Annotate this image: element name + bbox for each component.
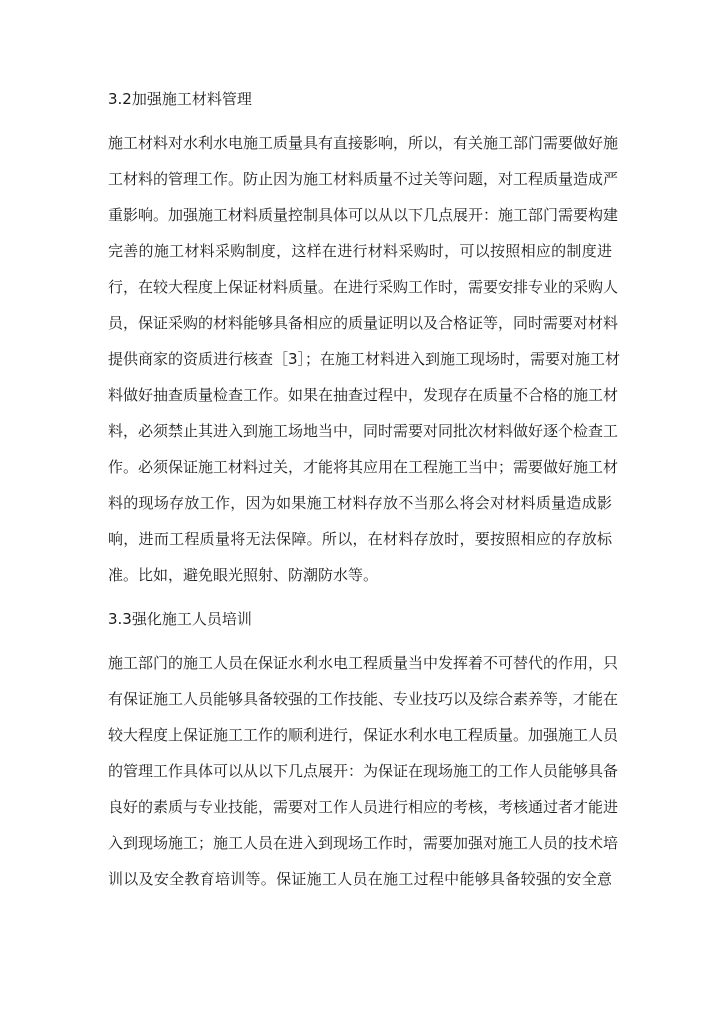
paragraph-line: 工材料的管理工作。防止因为施工材料质量不过关等问题，对工程质量造成严 xyxy=(108,170,619,188)
paragraph-line: 施工材料对水利水电施工质量具有直接影响，所以，有关施工部门需要做好施 xyxy=(108,134,619,152)
paragraph-line: 料做好抽查质量检查工作。如果在抽查过程中，发现存在质量不合格的施工材 xyxy=(108,386,619,404)
paragraph-line: 料，必须禁止其进入到施工场地当中，同时需要对同批次材料做好逐个检查工 xyxy=(108,422,619,440)
paragraph-line: 员，保证采购的材料能够具备相应的质量证明以及合格证等，同时需要对材料 xyxy=(108,314,619,332)
paragraph-line: 料的现场存放工作，因为如果施工材料存放不当那么将会对材料质量造成影 xyxy=(108,494,612,512)
section-heading-3-3: 3.3强化施工人员培训 xyxy=(108,610,252,628)
paragraph-line: 完善的施工材料采购制度，这样在进行材料采购时，可以按照相应的制度进 xyxy=(108,242,612,260)
paragraph-line-last: 准。比如，避免眼光照射、防潮防水等。 xyxy=(108,566,379,584)
paragraph-line: 施工部门的施工人员在保证水利水电工程质量当中发挥着不可替代的作用，只 xyxy=(108,654,619,672)
paragraph-line: 训以及安全教育培训等。保证施工人员在施工过程中能够具备较强的安全意 xyxy=(108,870,612,888)
paragraph-line: 重影响。加强施工材料质量控制具体可以从以下几点展开：施工部门需要构建 xyxy=(108,206,619,224)
paragraph-line: 作。必须保证施工材料过关，才能将其应用在工程施工当中；需要做好施工材 xyxy=(108,458,619,476)
paragraph-line: 响，进而工程质量将无法保障。所以，在材料存放时，要按照相应的存放标 xyxy=(108,530,612,548)
section-heading-3-2: 3.2加强施工材料管理 xyxy=(108,90,252,108)
paragraph-line: 行，在较大程度上保证材料质量。在进行采购工作时，需要安排专业的采购人 xyxy=(108,278,619,296)
paragraph-line: 较大程度上保证施工工作的顺利进行，保证水利水电工程质量。加强施工人员 xyxy=(108,726,619,744)
paragraph-line: 良好的素质与专业技能，需要对工作人员进行相应的考核，考核通过者才能进 xyxy=(108,798,619,816)
paragraph-line: 有保证施工人员能够具备较强的工作技能、专业技巧以及综合素养等，才能在 xyxy=(108,690,619,708)
paragraph-line: 的管理工作具体可以从以下几点展开：为保证在现场施工的工作人员能够具备 xyxy=(108,762,619,780)
paragraph-line: 提供商家的资质进行核查［3］；在施工材料进入到施工现场时，需要对施工材 xyxy=(108,350,621,368)
paragraph-line: 入到现场施工；施工人员在进入到现场工作时，需要加强对施工人员的技术培 xyxy=(108,834,619,852)
